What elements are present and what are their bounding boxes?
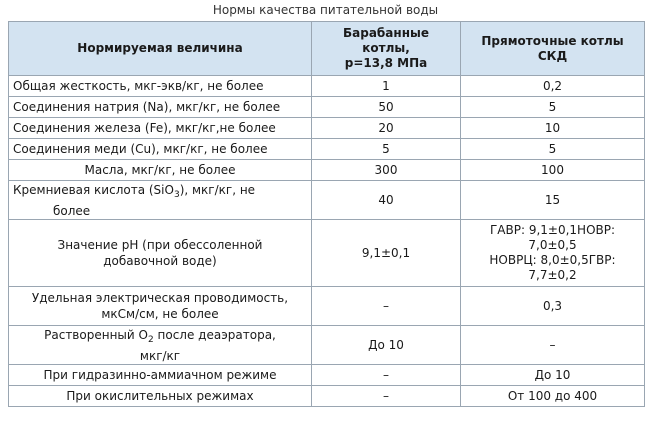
column-header-parameter: Нормируемая величина <box>9 22 312 76</box>
row-name-total-hardness: Общая жесткость, мкг-экв/кг, не более <box>9 76 312 97</box>
ph-oncethrough-line1: ГАВР: 9,1±0,1НОВР: <box>489 223 616 237</box>
row-value-drum: 5 <box>312 139 461 160</box>
formula-prefix: Растворенный O <box>44 327 148 342</box>
table-row <box>9 386 645 407</box>
table-row <box>9 76 645 97</box>
column-header-drum-boilers <box>312 22 461 76</box>
row-value-oncethrough: 15 <box>461 181 645 220</box>
row-value-drum: До 10 <box>312 326 461 365</box>
row-name-line1: Значение pH (при обессоленной <box>57 238 263 252</box>
table-row <box>9 160 645 181</box>
row-value-drum: 20 <box>312 118 461 139</box>
row-value-oncethrough: 100 <box>461 160 645 181</box>
row-value-oncethrough: До 10 <box>461 365 645 386</box>
row-name-iron: Соединения железа (Fe), мкг/кг,не более <box>9 118 312 139</box>
row-name-sodium: Соединения натрия (Na), мкг/кг, не более <box>9 97 312 118</box>
row-name-copper: Соединения меди (Cu), мкг/кг, не более <box>9 139 312 160</box>
formula-subscript: 2 <box>147 334 154 345</box>
table-row <box>9 139 645 160</box>
row-name-line2: более <box>53 203 91 218</box>
table-row <box>9 118 645 139</box>
ph-oncethrough-line2: 7,0±0,5 <box>528 238 577 252</box>
column-header-oncethrough-line1: Прямоточные котлы <box>481 33 624 48</box>
row-value-drum: 300 <box>312 160 461 181</box>
ph-oncethrough-line4: 7,7±0,2 <box>528 268 577 282</box>
row-value-oncethrough <box>461 220 645 287</box>
feedwater-quality-table <box>8 21 645 407</box>
table-row <box>9 326 645 365</box>
row-name-conductivity <box>9 287 312 326</box>
table-row <box>9 97 645 118</box>
column-header-oncethrough-line2: СКД <box>537 48 568 63</box>
ph-oncethrough-line3: НОВРЦ: 8,0±0,5ГВР: <box>489 253 616 267</box>
row-value-oncethrough: 10 <box>461 118 645 139</box>
row-name-line2: добавочной воде) <box>103 254 217 268</box>
row-value-drum: 1 <box>312 76 461 97</box>
formula-prefix: Кремниевая кислота (SiO <box>13 182 174 197</box>
table-row <box>9 181 645 220</box>
table-caption: Нормы качества питательной воды <box>212 3 439 17</box>
row-value-drum: 40 <box>312 181 461 220</box>
row-name-line1: Удельная электрическая проводимость, <box>31 291 289 305</box>
table-header-row <box>9 22 645 76</box>
row-name-silicic-acid <box>9 181 312 220</box>
row-value-oncethrough: 5 <box>461 97 645 118</box>
row-value-oncethrough: – <box>461 326 645 365</box>
table-row <box>9 365 645 386</box>
table-row <box>9 220 645 287</box>
row-name-oxidizing-regimes: При окислительных режимах <box>9 386 312 407</box>
formula-subscript: 3 <box>173 189 180 200</box>
row-name-line1 <box>13 182 256 200</box>
row-value-oncethrough: 0,2 <box>461 76 645 97</box>
row-name-ph <box>9 220 312 287</box>
column-header-once-through-boilers <box>461 22 645 76</box>
row-name-oils: Масла, мкг/кг, не более <box>9 160 312 181</box>
row-value-drum: 9,1±0,1 <box>312 220 461 287</box>
column-header-drum-line1: Барабанные <box>343 26 429 40</box>
row-value-oncethrough: От 100 до 400 <box>461 386 645 407</box>
formula-suffix: ), мкг/кг, не <box>179 182 256 197</box>
row-name-line2: мкСм/см, не более <box>101 307 219 321</box>
row-name-hydrazine-ammonia-regime: При гидразинно-аммиачном режиме <box>9 365 312 386</box>
table-row <box>9 287 645 326</box>
row-value-drum: – <box>312 365 461 386</box>
row-name-dissolved-oxygen <box>9 326 312 365</box>
row-value-oncethrough: 5 <box>461 139 645 160</box>
column-header-drum-line3: p=13,8 МПа <box>344 56 428 70</box>
row-name-line1 <box>44 327 276 345</box>
row-value-drum: – <box>312 287 461 326</box>
formula-suffix: после деаэратора, <box>153 327 276 342</box>
row-value-oncethrough: 0,3 <box>461 287 645 326</box>
row-value-drum: – <box>312 386 461 407</box>
row-name-line2: мкг/кг <box>139 348 181 363</box>
row-value-drum: 50 <box>312 97 461 118</box>
column-header-drum-line2: котлы, <box>362 41 410 55</box>
